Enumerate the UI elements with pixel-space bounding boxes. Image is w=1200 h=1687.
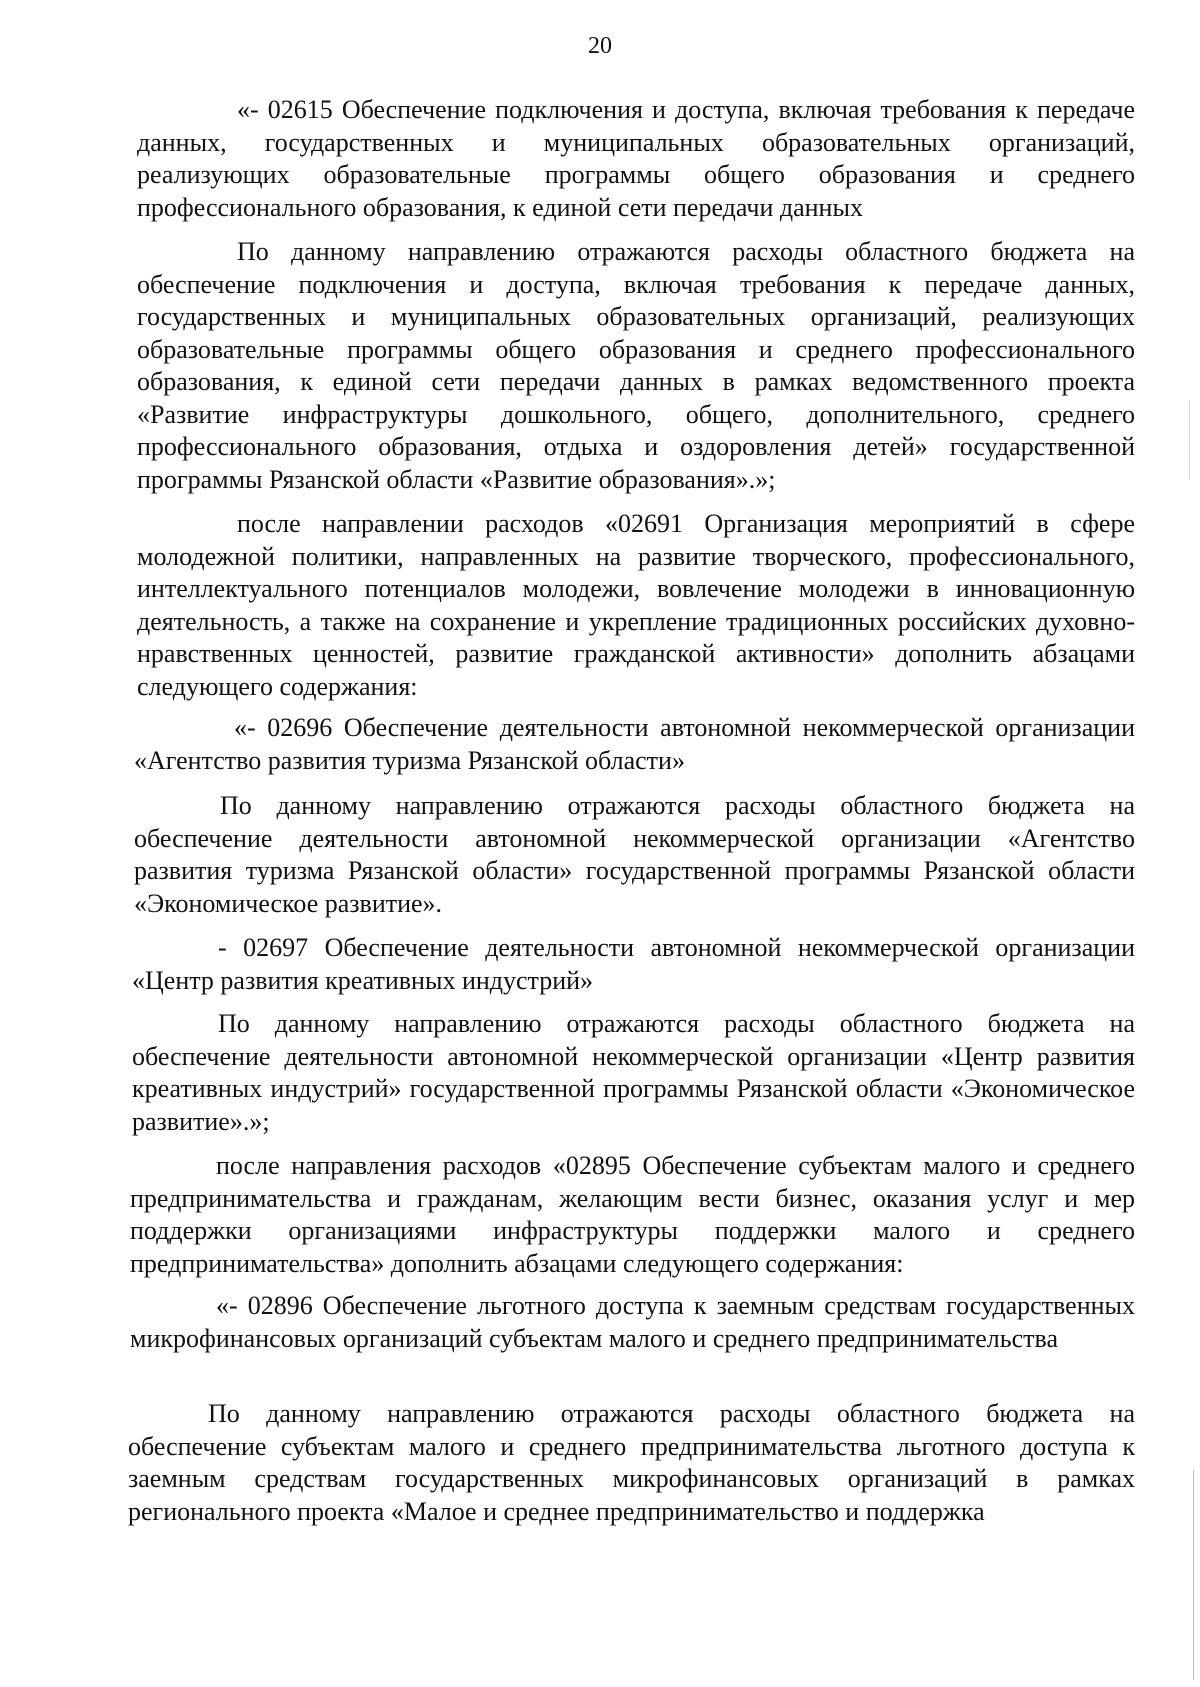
paragraph-02896-description: По данному направлению отражаются расходы областного бюджета на обеспечение субъектам малого и среднего предпринимательства льготного доступа к заемным средствам государственных микрофинансовых организаций в рамках регионального проекта «Малое и среднее предпринимательство и поддержка: [128, 1399, 1135, 1526]
page-number: 20: [588, 33, 612, 59]
paragraph-02696-description: По данному направлению отражаются расходы областного бюджета на обеспечение деятельности автономной некоммерческой организации «Агентство развития туризма Рязанской области» государственной программы Рязанской области «Экономическое развитие».: [134, 791, 1135, 918]
paragraph-02615-description: По данному направлению отражаются расходы областного бюджета на обеспечение подключения и доступа, включая требования к передаче данных, государственных и муниципальных образовательных организаций, реализующих образовательные программы общего образования и среднего профессионального образования, к единой сети передачи данных в рамках ведомственного проекта «Развитие инфраструктуры дошкольного, общего, дополнительного, среднего профессионального образования, отдыха и оздоровления детей» государственной программы Рязанской области «Развитие образования».»;: [137, 237, 1135, 494]
scan-edge-line: [1193, 1470, 1194, 1680]
paragraph-02697-description: По данному направлению отражаются расходы областного бюджета на обеспечение деятельности автономной некоммерческой организации «Центр развития креативных индустрий» государственной программы Рязанской области «Экономическое развитие».»;: [132, 1009, 1135, 1136]
paragraph-after-02691: после направлении расходов «02691 Организация мероприятий в сфере молодежной политики, направленных на развитие творческого, профессионального, интеллектуального потенциалов молодежи, вовлечение молодежи в инновационную деятельность, а также на сохранение и укрепление традиционных российских духовно-нравственных ценностей, развитие гражданской активности» дополнить абзацами следующего содержания:: [137, 509, 1135, 701]
paragraph-02896-heading: «- 02896 Обеспечение льготного доступа к заемным средствам государственных микрофинансовых организаций субъектам малого и среднего предпринимательства: [130, 1291, 1135, 1353]
paragraph-02697-heading: - 02697 Обеспечение деятельности автономной некоммерческой организации «Центр развития креативных индустрий»: [132, 933, 1135, 995]
scan-edge-line: [1189, 400, 1190, 480]
paragraph-02696-heading: «- 02696 Обеспечение деятельности автономной некоммерческой организации «Агентство развития туризма Рязанской области»: [134, 713, 1135, 775]
paragraph-02615-heading: «- 02615 Обеспечение подключения и доступа, включая требования к передаче данных, государственных и муниципальных образовательных организаций, реализующих образовательные программы общего образования и среднего профессионального образования, к единой сети передачи данных: [137, 95, 1135, 222]
paragraph-after-02895: после направления расходов «02895 Обеспечение субъектам малого и среднего предпринимательства и гражданам, желающим вести бизнес, оказания услуг и мер поддержки организациями инфраструктуры поддержки малого и среднего предпринимательства» дополнить абзацами следующего содержания:: [130, 1151, 1135, 1278]
